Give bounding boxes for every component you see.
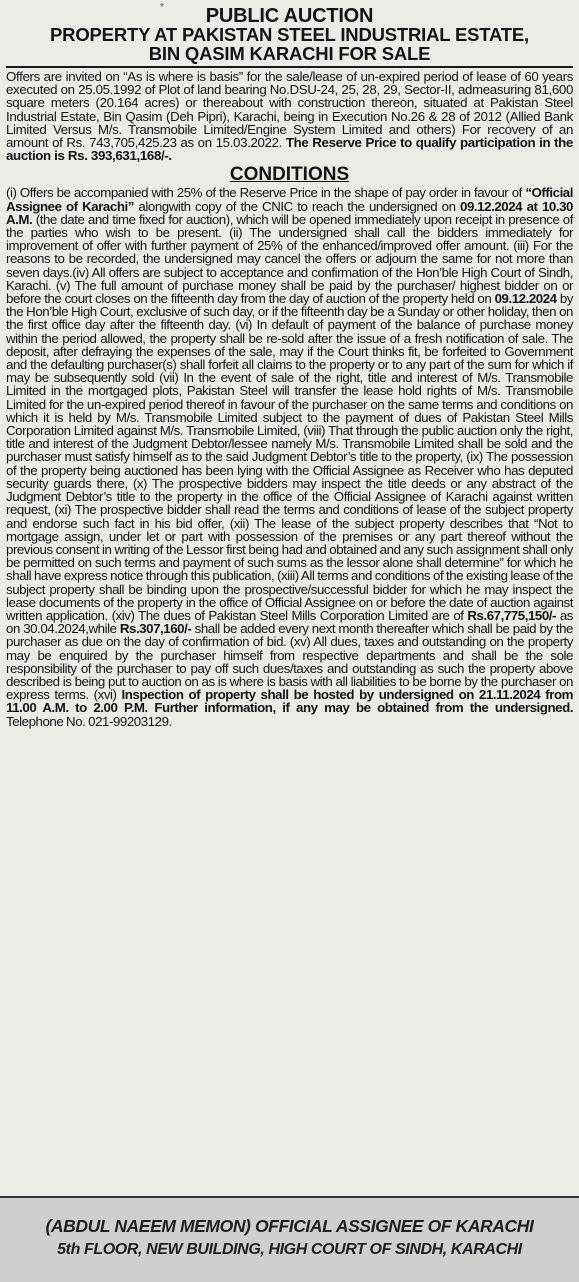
conditions-segment: as on 30.04.2024,while [6, 607, 574, 637]
inspection-notice: Inspection of property shall be hosted by undersigned on 21.11.2024 from 11.00 A.M. to 2.00 P.M. Further information, if any may be obtained from the undersigned. [6, 687, 573, 716]
intro-paragraph [6, 70, 573, 162]
conditions-segment: by the Hon’ble High Court, exclusive of such day, or if the fifteenth day be a Sunday or other holiday, then on the first office day after the fifteenth day. (vi) In default of payment of the balance of purchase money within the period allowed, the property shall be re-sold after the issue of a fresh notification of sale. The deposit, after defraying the expenses of the sale, may if the Court thinks fit, be forfeited to Government and the defaulting purchaser(s) shall forfeit all claims to the property or to any part of the sum for which if may be subsequently sold (vii) In the event of sale of the right, title and interest of M/s. Transmobile Limited in the mortgaged plots, Pakistan Steel will transfer the lease hold rights of M/s. Transmobile Limited for the un-expired period thereof in favour of the purchaser on the same terms and conditions on which it is held by M/s. Transmobile Limited subject to the payment of dues of Pakistan Steel Mills Corporation Limited against M/s. Transmobile Limited, (viii) That through the public auction only the right, title and interest of the Judgment Debtor/lessee namely M/s. Transmobile Limited shall be sold and the purchaser must satisfy himself as to the said Judgment Debtor’s title to the property, (ix) The possession of the property being auctioned has been lying with the Official Assignee as Receiver who has deputed security guards there, (x) The prospective bidders may inspect the title deeds or any abstract of the Judgment Debtor’s title to the property in the office of the Official Assignee of Karachi against written request, (xi) The prospective bidder shall read the terms and conditions of lease of the subject property and endorse such fact in his bid offer, (xii) The lease of the subject property describes that “Not to mortgage assign, under let or part with possession of the premises or any part thereof without the previous consent in writing of the Lessor first being had and obtained and any such assignment shall only be permitted on such terms and payment of such sums as the lessor alone shall determine” for which he shall have express notice through this publication, (xiii) All terms and conditions of the existing lease of the subject property shall be binding upon the prospective/successful bidder for which he may inspect the lease documents of the property in the office of Official Assignee on or before the date of auction against written application. (xiv) The dues of Pakistan Steel Mills Corporation Limited are of [6, 291, 573, 623]
signatory: (ABDUL NAEEM MEMON) OFFICIAL ASSIGNEE OF KARACHI [45, 1216, 534, 1236]
conditions-segment: (i) Offers be accompanied with 25% of the Reserve Price in the shape of pay order in favour of [6, 185, 526, 201]
conditions-segment: alongwith copy of the CNIC to reach the undersigned on [133, 198, 461, 214]
dues-amount: Rs.67,775,150/- [467, 607, 557, 623]
notice-header [6, 6, 573, 63]
notice-subtitle-2: BIN QASIM KARACHI FOR SALE [148, 42, 431, 64]
telephone: Telephone No. 021-99203129. [6, 713, 172, 729]
conditions-text [6, 186, 573, 727]
header-divider [6, 66, 573, 68]
conditions-segment: (the date and time fixed for auction), which will be opened immediately upon receipt in presence of the parties who wish to be present. (ii) The undersigned shall call the bidders immediately for improvement of offer with further payment of 25% of the enhanced/improved offer amount. (iii) For the reasons to be recorded, the undersigned may cancel the offers or adjourn the same for not more than seven days.(iv) All offers are subject to acceptance and confirmation of the Hon’ble High Court of Sindh, Karachi. (v) The full amount of purchase money shall be paid by the purchaser/ highest bidder on or before the court closes on the fifteenth day from the day of auction of the property held on [6, 211, 573, 307]
monthly-dues: Rs.307,160/- [119, 621, 192, 637]
reserve-price: The Reserve Price to qualify participation in the auction is Rs. 393,631,168/-. [6, 135, 573, 164]
notice-subtitle-1: PROPERTY AT PAKISTAN STEEL INDUSTRIAL ESTATE, [50, 24, 529, 45]
notice-title: PUBLIC AUCTION [205, 5, 374, 27]
payee-name: “Official Assignee of Karachi” [6, 185, 573, 214]
print-mark: * [160, 2, 164, 13]
conditions-heading: CONDITIONS [229, 164, 350, 186]
auction-date: 09.12.2024 [494, 291, 557, 307]
conditions-segment: shall be added every next month thereafter which shall be paid by the purchaser as due on the day of confirmation of bid. (xv) All dues, taxes and outstanding on the property may be enquired by the purchaser himself from respective departments and shall be the sole responsibility of the purchaser to pay off such dues/taxes and outstanding as such the property above described is being put to auction on as is where is basis with all liabilities to be borne by the purchaser on express terms. (xvi) [6, 621, 573, 703]
intro-text: Offers are invited on “As is where is basis” for the sale/lease of un-expired period of lease of 60 years executed on 25.05.1992 of Plot of land bearing No.DSU-24, 25, 28, 29, Sector-II, admeasuring 81,600 square meters (20.164 acres) or thereabout with construction thereon, situated at Pakistan Steel Industrial Estate, Bin Qasim (Deh Pipri), Karachi, being in Execution No.26 & 28 of 2012 (Allied Bank Limited Versus M/s. Transmobile Limited/Engine System Limited and others) For recovery of an amount of Rs. 743,705,425.23 as on 15.03.2022. [6, 69, 573, 151]
signature-block [0, 1196, 579, 1282]
auction-datetime: 09.12.2024 at 10.30 A.M. [6, 198, 573, 227]
office-address: 5th FLOOR, NEW BUILDING, HIGH COURT OF SINDH, KARACHI [57, 1241, 522, 1258]
